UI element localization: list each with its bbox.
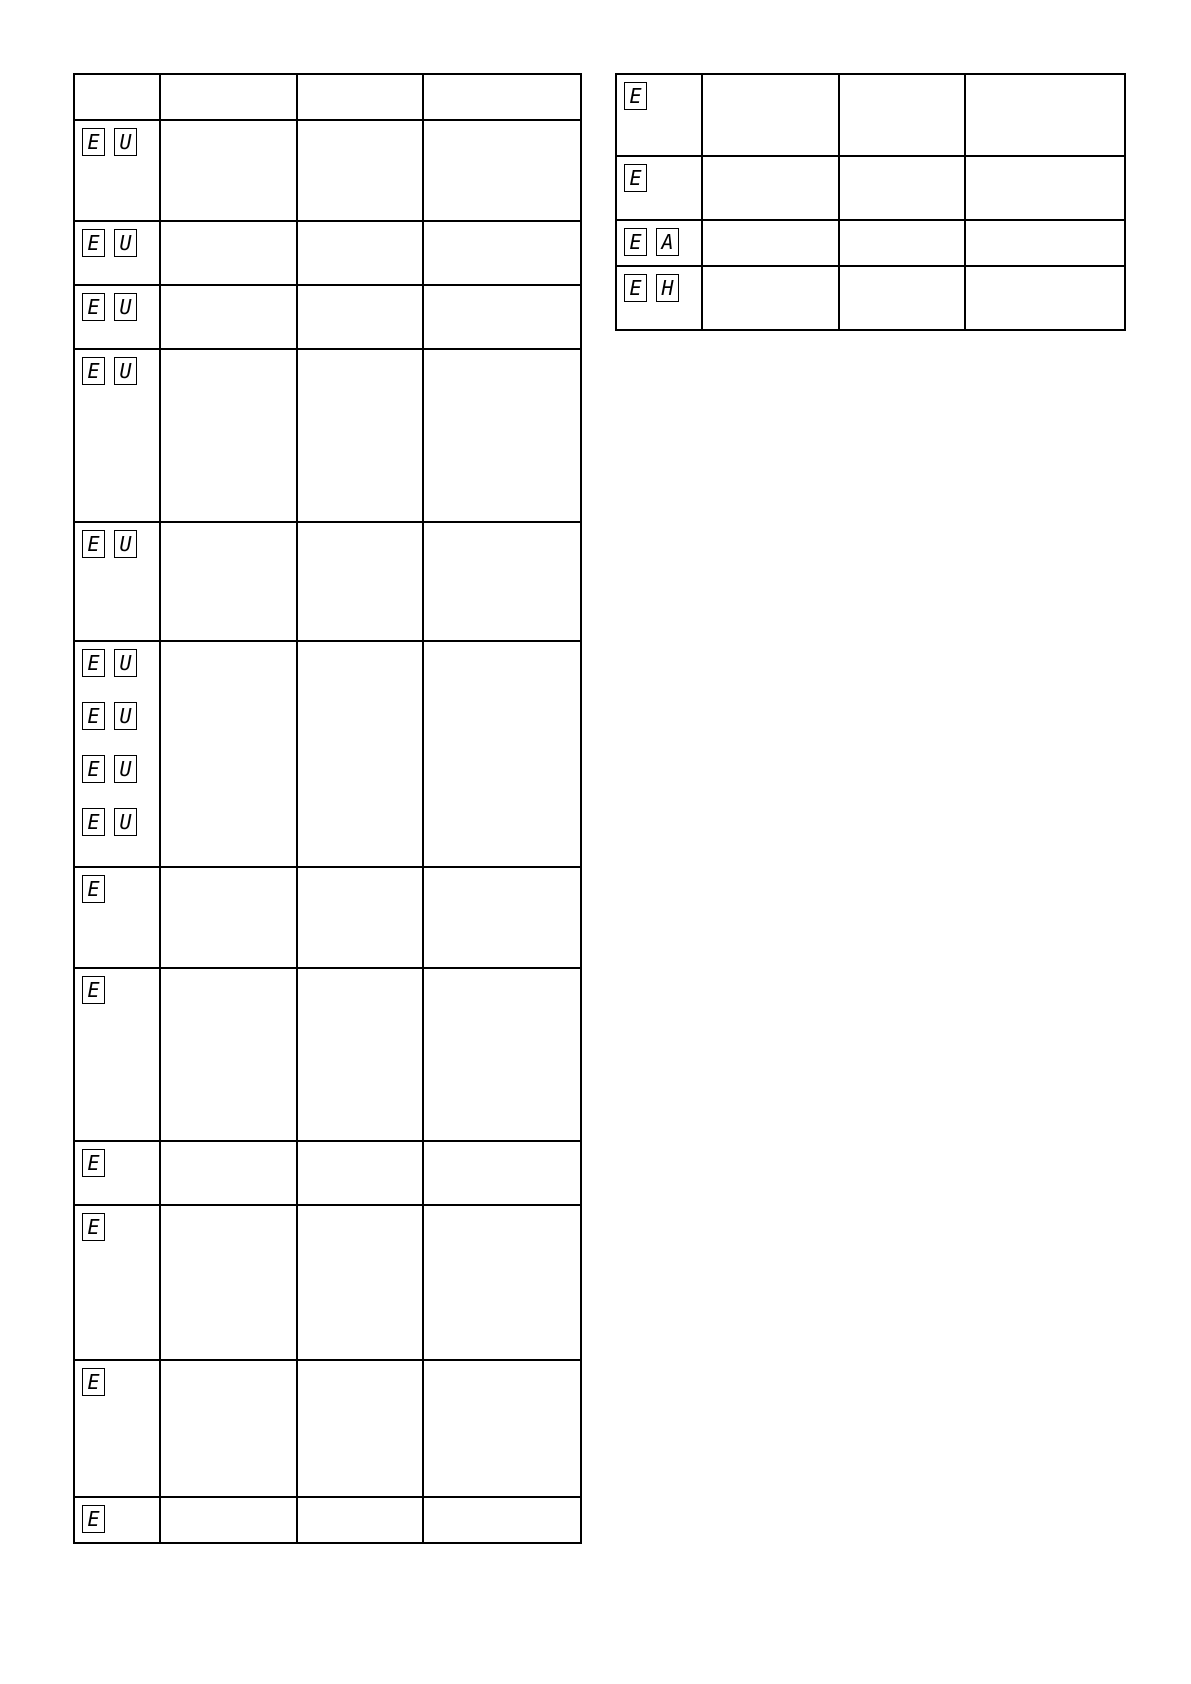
- error-code: [624, 227, 701, 257]
- table-row: [74, 74, 581, 120]
- empty-cell: [423, 74, 581, 120]
- seven-segment-digit: E: [82, 976, 105, 1004]
- error-code: [82, 127, 159, 157]
- empty-cell: [297, 968, 423, 1141]
- seven-segment-digit: A: [656, 228, 679, 256]
- seven-segment-digit: E: [82, 128, 105, 156]
- error-code: [82, 1504, 159, 1534]
- error-code: [82, 701, 159, 731]
- empty-cell: [160, 285, 297, 349]
- empty-cell: [423, 221, 581, 285]
- empty-cell: [423, 349, 581, 522]
- table-row: [616, 220, 1125, 266]
- empty-cell: [702, 156, 839, 220]
- seven-segment-digit: E: [82, 808, 105, 836]
- error-code-cell: [74, 641, 160, 867]
- table-row: [74, 285, 581, 349]
- error-code-table-right: [615, 73, 1126, 331]
- empty-cell: [423, 1497, 581, 1543]
- error-code-cell: [74, 1360, 160, 1497]
- empty-cell: [839, 156, 965, 220]
- seven-segment-digit: E: [624, 228, 647, 256]
- error-code-cell: [74, 867, 160, 968]
- error-code-cell: [616, 74, 702, 156]
- table-row: [74, 349, 581, 522]
- empty-cell: [160, 1497, 297, 1543]
- error-code-cell: [74, 1497, 160, 1543]
- table-row: [74, 221, 581, 285]
- error-code: [82, 975, 159, 1005]
- error-code: [82, 1212, 159, 1242]
- error-code: [82, 874, 159, 904]
- seven-segment-digit: E: [82, 229, 105, 257]
- seven-segment-digit: E: [624, 274, 647, 302]
- seven-segment-digit: E: [82, 649, 105, 677]
- empty-cell: [423, 522, 581, 641]
- error-code-cell: [616, 266, 702, 330]
- empty-cell: [702, 220, 839, 266]
- empty-cell: [423, 1360, 581, 1497]
- seven-segment-digit: E: [624, 164, 647, 192]
- seven-segment-digit: U: [114, 649, 137, 677]
- seven-segment-digit: U: [114, 530, 137, 558]
- error-code-cell: [74, 1205, 160, 1360]
- table-row: [74, 522, 581, 641]
- error-code-cell: [74, 1141, 160, 1205]
- seven-segment-digit: U: [114, 357, 137, 385]
- empty-cell: [297, 349, 423, 522]
- empty-cell: [160, 349, 297, 522]
- empty-cell: [965, 156, 1125, 220]
- empty-cell: [423, 867, 581, 968]
- error-code-cell: [74, 221, 160, 285]
- table-row: [616, 266, 1125, 330]
- empty-cell: [423, 1205, 581, 1360]
- error-code: [82, 807, 159, 837]
- table-row: [74, 1497, 581, 1543]
- error-code-cell: [74, 968, 160, 1141]
- empty-cell: [160, 1360, 297, 1497]
- seven-segment-digit: E: [82, 530, 105, 558]
- table-row: [74, 120, 581, 221]
- table-row: [74, 641, 581, 867]
- error-code-cell: [74, 349, 160, 522]
- empty-cell: [965, 74, 1125, 156]
- error-code-cell: [616, 220, 702, 266]
- table-row: [616, 74, 1125, 156]
- empty-cell: [160, 120, 297, 221]
- table-row: [74, 867, 581, 968]
- empty-cell: [297, 74, 423, 120]
- empty-cell: [423, 285, 581, 349]
- empty-cell: [965, 266, 1125, 330]
- empty-cell: [297, 641, 423, 867]
- empty-cell: [839, 220, 965, 266]
- table-row: [74, 968, 581, 1141]
- empty-cell: [702, 74, 839, 156]
- table-row: [74, 1360, 581, 1497]
- error-code: [624, 81, 701, 111]
- empty-cell: [423, 120, 581, 221]
- empty-cell: [297, 221, 423, 285]
- empty-cell: [423, 641, 581, 867]
- empty-cell: [965, 220, 1125, 266]
- empty-cell: [423, 968, 581, 1141]
- seven-segment-digit: E: [82, 293, 105, 321]
- seven-segment-digit: E: [82, 1149, 105, 1177]
- seven-segment-digit: U: [114, 755, 137, 783]
- error-code: [624, 273, 701, 303]
- error-code-table-left: [73, 73, 582, 1544]
- table-row: [74, 1141, 581, 1205]
- empty-cell: [297, 1141, 423, 1205]
- error-code: [82, 529, 159, 559]
- error-code: [82, 356, 159, 386]
- seven-segment-digit: E: [82, 1505, 105, 1533]
- seven-segment-digit: U: [114, 128, 137, 156]
- empty-cell: [160, 641, 297, 867]
- table-row: [616, 156, 1125, 220]
- empty-cell: [160, 968, 297, 1141]
- error-code: [82, 1148, 159, 1178]
- seven-segment-digit: U: [114, 293, 137, 321]
- seven-segment-digit: E: [82, 357, 105, 385]
- empty-cell: [297, 867, 423, 968]
- seven-segment-digit: E: [82, 702, 105, 730]
- empty-cell: [297, 285, 423, 349]
- error-code-cell: [74, 285, 160, 349]
- empty-cell: [160, 74, 297, 120]
- empty-cell: [839, 266, 965, 330]
- seven-segment-digit: U: [114, 808, 137, 836]
- seven-segment-digit: H: [656, 274, 679, 302]
- empty-cell: [160, 221, 297, 285]
- empty-cell: [160, 1205, 297, 1360]
- seven-segment-digit: E: [82, 1213, 105, 1241]
- error-code: [82, 292, 159, 322]
- error-code-cell: [74, 74, 160, 120]
- seven-segment-digit: E: [624, 82, 647, 110]
- error-code: [82, 648, 159, 678]
- error-code-cell: [74, 522, 160, 641]
- empty-cell: [839, 74, 965, 156]
- empty-cell: [160, 867, 297, 968]
- error-code-cell: [616, 156, 702, 220]
- error-code: [624, 163, 701, 193]
- empty-cell: [160, 522, 297, 641]
- empty-cell: [160, 1141, 297, 1205]
- error-code-cell: [74, 120, 160, 221]
- error-code: [82, 1367, 159, 1397]
- empty-cell: [297, 120, 423, 221]
- seven-segment-digit: E: [82, 875, 105, 903]
- empty-cell: [297, 1360, 423, 1497]
- empty-cell: [702, 266, 839, 330]
- seven-segment-digit: E: [82, 755, 105, 783]
- empty-cell: [423, 1141, 581, 1205]
- seven-segment-digit: U: [114, 229, 137, 257]
- error-code: [82, 754, 159, 784]
- seven-segment-digit: U: [114, 702, 137, 730]
- empty-cell: [297, 522, 423, 641]
- error-code: [82, 228, 159, 258]
- empty-cell: [297, 1497, 423, 1543]
- seven-segment-digit: E: [82, 1368, 105, 1396]
- empty-cell: [297, 1205, 423, 1360]
- table-row: [74, 1205, 581, 1360]
